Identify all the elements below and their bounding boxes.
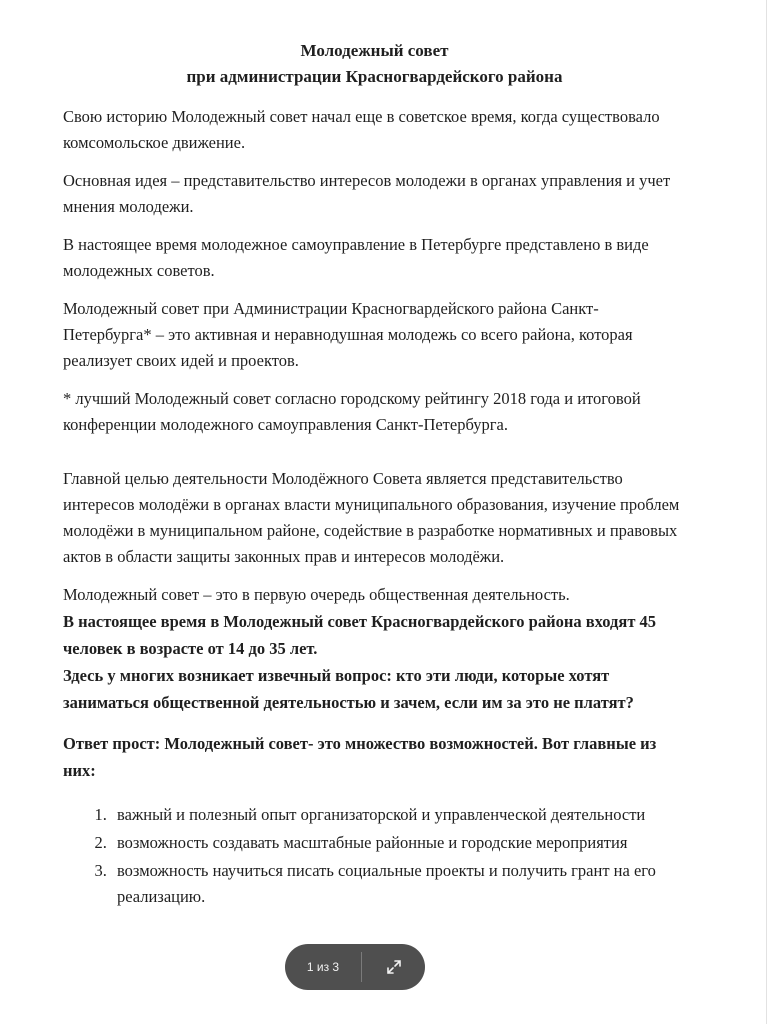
- expand-icon: [386, 959, 402, 975]
- paragraph: Молодежный совет при Администрации Красногвардейского района Санкт-Петербурга* – это активная и неравнодушная молодежь со всего района, которая реализует своих идей и проектов.: [63, 299, 633, 370]
- bold-answer: Ответ прост: Молодежный совет- это множество возможностей. Вот главные из них:: [63, 734, 657, 780]
- bold-statement: В настоящее время в Молодежный совет Красногвардейского района входят 45 человек в возрасте от 14 до 35 лет.: [63, 612, 657, 658]
- document-title: [63, 38, 686, 90]
- footnote: * лучший Молодежный совет согласно городскому рейтингу 2018 года и итоговой конференции молодежного самоуправления Санкт-Петербурга.: [63, 389, 641, 434]
- bold-question: Здесь у многих возникает извечный вопрос: кто эти люди, которые хотят заниматься общественной деятельностью и зачем, если им за это не платят?: [63, 666, 634, 712]
- paragraph: Главной целью деятельности Молодёжного Совета является представительство интересов молодёжи в органах власти муниципального образования, изучение проблем молодёжи в муниципальном районе, содействие в разработке нормативных и правовых актов в области защиты законных прав и интересов молодёжи.: [63, 469, 680, 566]
- page-indicator-pill: [285, 944, 425, 990]
- paragraph: Молодежный совет – это в первую очередь общественная деятельность.: [63, 585, 570, 604]
- paragraph: Основная идея – представительство интересов молодежи в органах управления и учет мнения молодежи.: [63, 171, 671, 216]
- title-line-1: Молодежный совет: [300, 41, 449, 60]
- paragraph: Свою историю Молодежный совет начал еще в советское время, когда существовало комсомольское движение.: [63, 107, 660, 152]
- page-indicator: 1 из 3: [306, 960, 340, 974]
- expand-button[interactable]: [362, 944, 425, 990]
- list-item: 3. возможность научиться писать социальные проекты и получить грант на его реализацию.: [111, 858, 686, 910]
- title-line-2: при администрации Красногвардейского района: [186, 67, 563, 86]
- list-item: 2. возможность создавать масштабные районные и городские мероприятия: [111, 830, 686, 856]
- list-item: 1. важный и полезный опыт организаторской и управленческой деятельности: [111, 802, 686, 828]
- opportunities-list: [63, 802, 686, 910]
- paragraph: В настоящее время молодежное самоуправление в Петербурге представлено в виде молодежных советов.: [63, 235, 649, 280]
